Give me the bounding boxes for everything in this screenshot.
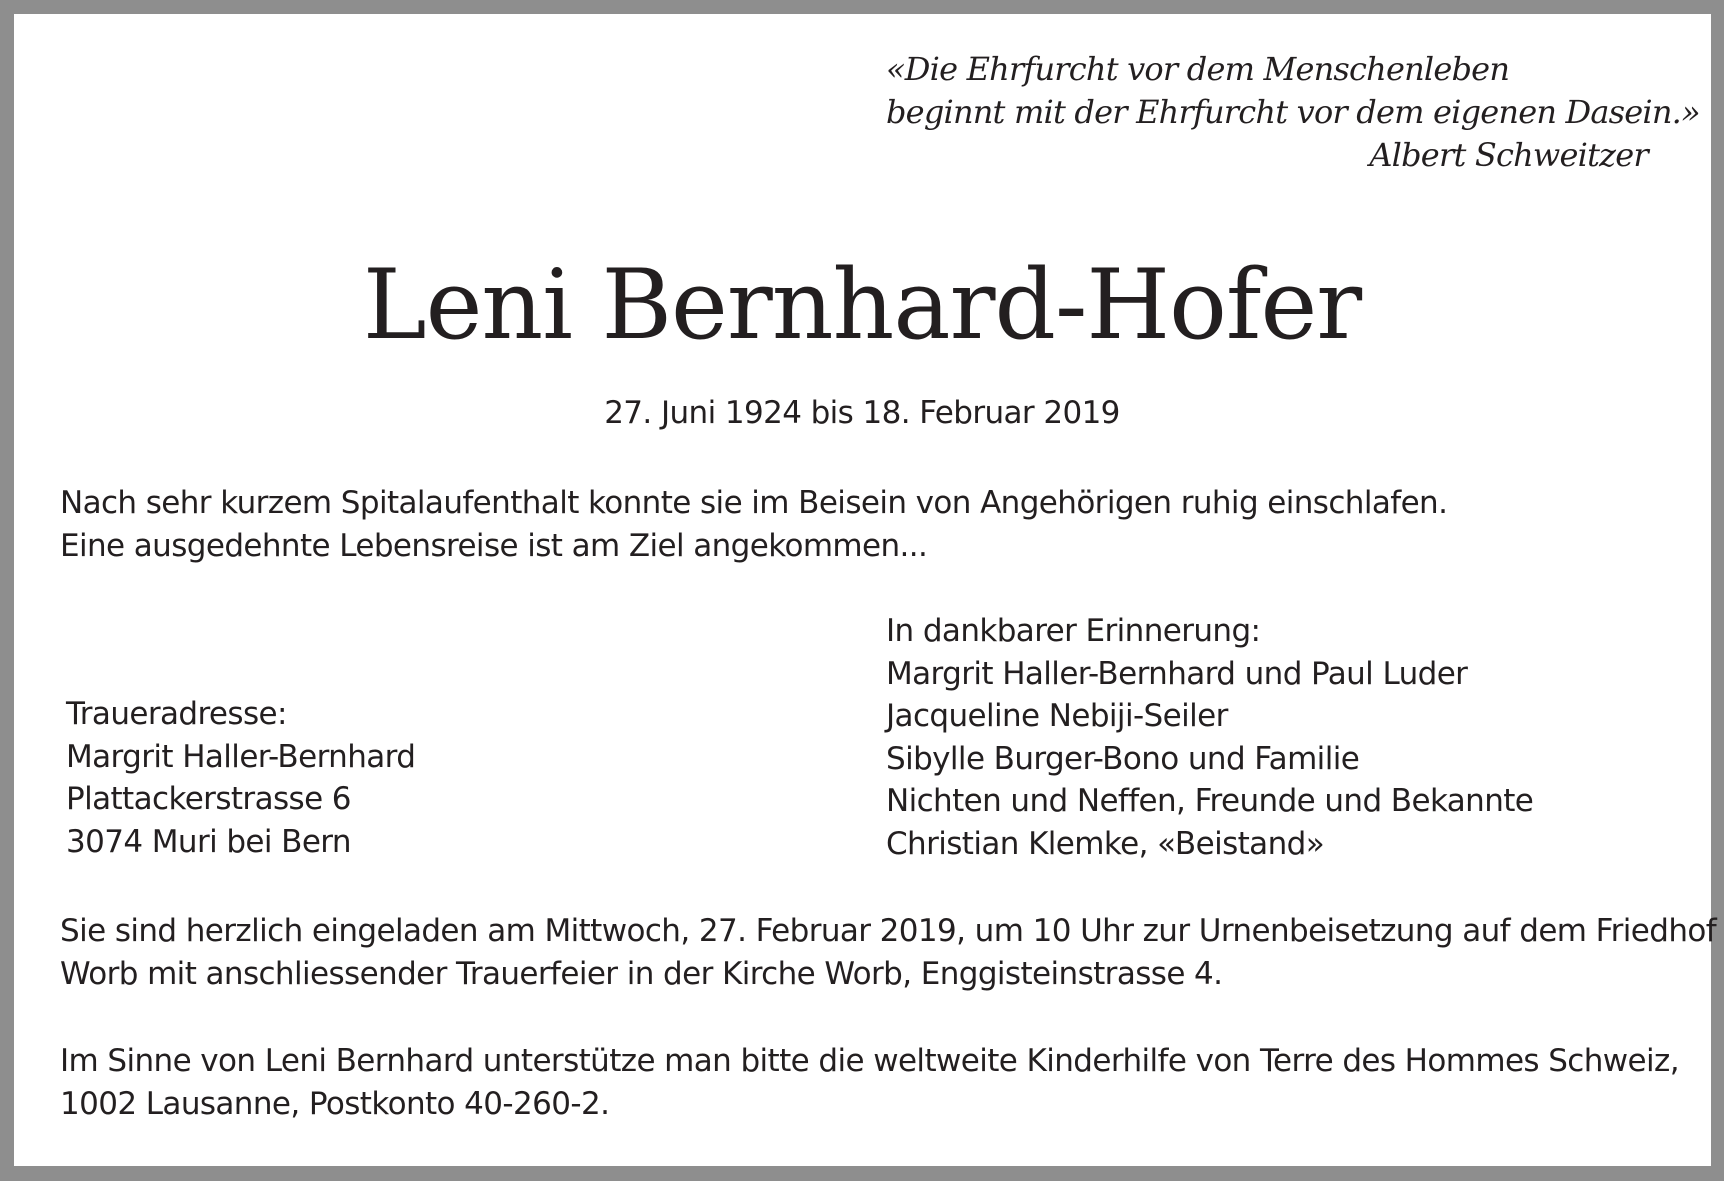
donation-paragraph <box>60 1040 1679 1125</box>
remembrance-heading: In dankbarer Erinnerung: <box>886 613 1261 649</box>
address-name: Margrit Haller-Bernhard <box>66 738 416 775</box>
quote-line: «Die Ehrfurcht vor dem Menschenleben <box>886 50 1510 88</box>
address-street: Plattackerstrasse 6 <box>66 781 351 817</box>
remembrance-name: Sibylle Burger-Bono und Familie <box>886 740 1360 777</box>
epigraph-quote <box>886 48 1700 177</box>
invitation-paragraph <box>60 910 1716 995</box>
remembrance-name: Jacqueline Nebiji-Seiler <box>886 698 1228 734</box>
intro-line: Nach sehr kurzem Spitalaufenthalt konnte sie im Beisein von Angehörigen ruhig einschlafen. <box>60 485 1448 521</box>
intro-line: Eine ausgedehnte Lebensreise ist am Ziel angekommen... <box>60 527 928 564</box>
remembrance-list <box>886 610 1533 865</box>
mourning-address <box>66 693 415 863</box>
donation-line: 1002 Lausanne, Postkonto 40-260-2. <box>60 1085 610 1122</box>
address-city: 3074 Muri bei Bern <box>66 823 351 860</box>
quote-line: beginnt mit der Ehrfurcht vor dem eigenen Dasein.» <box>886 93 1700 131</box>
remembrance-name: Margrit Haller-Bernhard und Paul Luder <box>886 655 1468 692</box>
address-heading: Traueradresse: <box>66 696 287 732</box>
intro-paragraph <box>60 482 1447 567</box>
deceased-name: Leni Bernhard-Hofer <box>362 249 1362 361</box>
quote-author: Albert Schweitzer <box>1369 136 1648 174</box>
life-dates: 27. Juni 1924 bis 18. Februar 2019 <box>604 395 1120 431</box>
invitation-line: Worb mit anschliessender Trauerfeier in der Kirche Worb, Enggisteinstrasse 4. <box>60 955 1223 992</box>
donation-line: Im Sinne von Leni Bernhard unterstütze man bitte die weltweite Kinderhilfe von Terre des Hommes Schweiz, <box>60 1043 1679 1079</box>
remembrance-name: Nichten und Neffen, Freunde und Bekannte <box>886 783 1534 819</box>
invitation-line: Sie sind herzlich eingeladen am Mittwoch, 27. Februar 2019, um 10 Uhr zur Urnenbeisetzung auf dem Friedhof <box>60 913 1717 949</box>
remembrance-name: Christian Klemke, «Beistand» <box>886 825 1325 862</box>
